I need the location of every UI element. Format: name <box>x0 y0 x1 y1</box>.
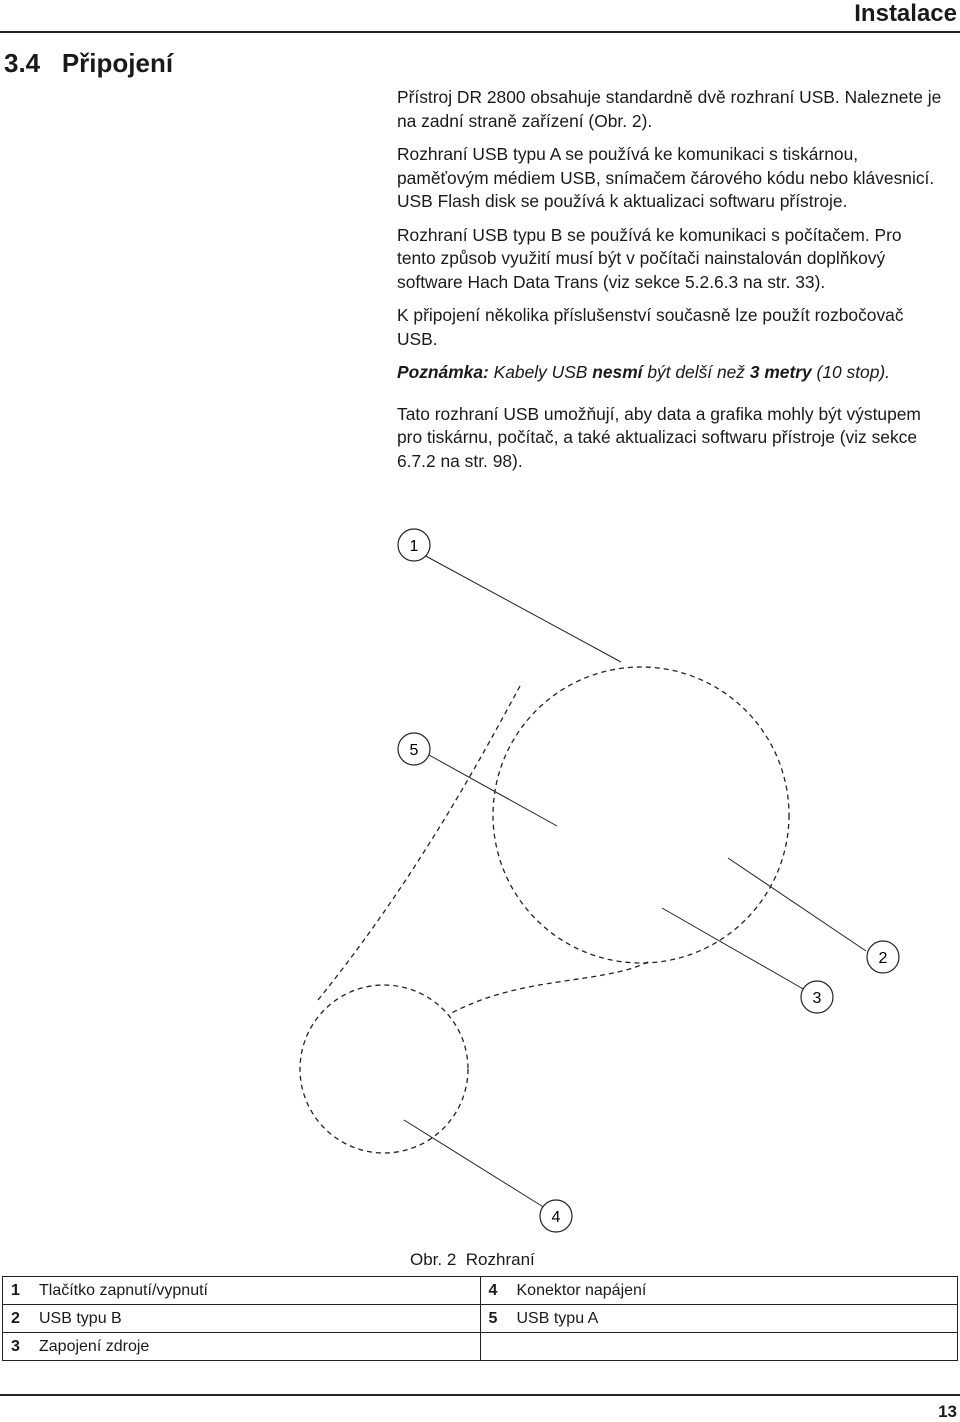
callout-label: 4 <box>551 1209 561 1226</box>
callout-4 <box>540 1200 572 1232</box>
callout-5 <box>398 733 430 765</box>
legend-text: USB typu B <box>39 1309 122 1327</box>
leader-line <box>662 908 805 990</box>
footer-rule <box>0 1394 960 1396</box>
figure-caption-label: Obr. 2 <box>410 1250 457 1269</box>
figure-caption-title: Rozhraní <box>465 1250 535 1269</box>
legend-text: Zapojení zdroje <box>39 1337 150 1355</box>
page-header-title: Instalace <box>854 0 957 27</box>
table-row <box>3 1333 958 1361</box>
legend-number: 3 <box>11 1337 20 1355</box>
legend-number: 2 <box>11 1309 20 1327</box>
legend-cell <box>3 1333 481 1361</box>
legend-table <box>2 1276 958 1361</box>
legend-text: Konektor napájení <box>516 1281 647 1299</box>
paragraph: K připojení několika příslušenství současně lze použít rozbočovač USB. <box>397 305 904 349</box>
legend-number: 5 <box>488 1309 498 1327</box>
small-connector-outline <box>300 985 468 1153</box>
callout-label: 1 <box>409 538 419 555</box>
paragraph: Rozhraní USB typu A se používá ke komunikaci s tiskárnou, paměťovým médiem USB, snímačem čárového kódu nebo klávesnicí. USB Flash disk se používá k aktualizaci softwaru přístroje. <box>397 144 935 211</box>
legend-cell <box>3 1277 481 1305</box>
leader-line <box>429 755 557 826</box>
legend-number: 4 <box>488 1281 498 1299</box>
legend-cell <box>480 1277 958 1305</box>
callout-3 <box>801 981 833 1013</box>
outline-curve <box>318 686 520 1000</box>
legend-text: Tlačítko zapnutí/vypnutí <box>39 1281 208 1299</box>
paragraph: Rozhraní USB typu B se používá ke komunikaci s počítačem. Pro tento způsob využití musí být v počítači nainstalován doplňkový software Hach Data Trans (viz sekce 5.2.6.3 na str. 33). <box>397 224 902 292</box>
note-text: být delší než <box>642 362 750 382</box>
note-text: (10 stop). <box>811 362 890 382</box>
table-row <box>3 1277 958 1305</box>
legend-cell <box>3 1305 481 1333</box>
note-text: Kabely USB <box>488 362 593 382</box>
paragraph: Přístroj DR 2800 obsahuje standardně dvě rozhraní USB. Naleznete je na zadní straně zařízení (Obr. 2). <box>397 87 942 131</box>
note-emphasis: nesmí <box>592 362 643 382</box>
section-number: 3.4 <box>4 48 41 78</box>
outline-curve <box>448 962 648 1015</box>
note-label: Poznámka: <box>397 362 489 382</box>
callout-label: 3 <box>812 990 822 1007</box>
callout-1 <box>398 529 430 561</box>
table-row <box>3 1305 958 1333</box>
callout-label: 5 <box>409 742 419 759</box>
leader-line <box>404 1120 545 1208</box>
section-title: Připojení <box>61 48 174 78</box>
callout-label: 2 <box>878 950 888 967</box>
legend-number: 1 <box>11 1281 20 1299</box>
legend-cell <box>480 1333 958 1361</box>
paragraph: Tato rozhraní USB umožňují, aby data a grafika mohly být výstupem pro tiskárnu, počítač, a také aktualizaci softwaru přístroje (viz sekce 6.7.2 na str. 98). <box>397 403 921 471</box>
note-emphasis: 3 metry <box>749 362 812 382</box>
leader-line <box>728 858 866 951</box>
legend-text: USB typu A <box>516 1309 599 1327</box>
callout-2 <box>867 941 899 973</box>
leader-line <box>422 554 621 662</box>
page-number: 13 <box>938 1402 957 1421</box>
figure-caption <box>410 1250 535 1270</box>
legend-cell <box>480 1305 958 1333</box>
